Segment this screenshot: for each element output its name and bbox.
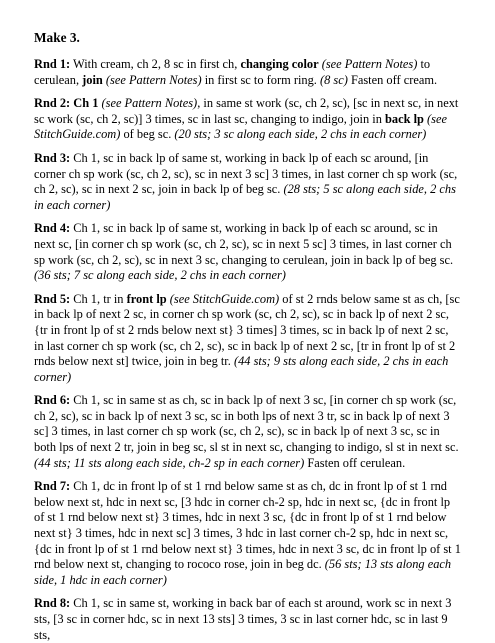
italic-note: (see Pattern Notes) — [101, 96, 198, 111]
instruction-text: , in same st work (sc, ch 2, sc), [sc in next sc, in next sc work (sc, ch 2, sc)] 3 times, sc in last sc, changing to indigo, join in — [34, 96, 459, 126]
round-paragraph — [34, 221, 461, 283]
pattern-rounds — [34, 57, 461, 643]
italic-note: (56 sts; 13 sts along each side, 1 hdc in each corner) — [34, 557, 452, 587]
instruction-text: Ch 1, sc in back lp of same st, working in back lp of each sc around, sc in next sc, [in corner ch sp work (sc, ch 2, sc), sc in next 5 sc] 3 times, in last corner ch sp work (sc, ch 2, sc), sc in next 3 sc, changing to cerulean, join in back lp of beg sc. — [34, 221, 454, 267]
italic-note: (8 sc) — [319, 72, 348, 87]
round-label: Rnd 2: — [34, 96, 71, 111]
round-paragraph — [34, 292, 461, 386]
round-paragraph — [34, 151, 461, 213]
italic-note: (36 sts; 7 sc along each side, 2 chs in each corner) — [34, 268, 286, 283]
instruction-text: to cerulean, — [34, 57, 431, 87]
instruction-text: in first sc to form ring. — [201, 72, 320, 87]
instruction-text: Ch 1, sc in back lp of same st, working in back lp of each sc around, [in corner ch sp work (sc, ch 2, sc), sc in next 3 sc] 3 times, in last corner ch sp work (sc, ch 2, sc), sc in next 2 sc, join in back lp of beg sc. — [34, 150, 458, 197]
round-label: Rnd 3: — [34, 150, 71, 165]
round-label: Rnd 6: — [34, 393, 71, 408]
bold-term: front lp — [126, 291, 167, 306]
instruction-text: Ch 1, tr in — [70, 291, 127, 306]
instruction-text: of beg sc. — [120, 127, 175, 142]
instruction-text: Ch 1, sc in same st as ch, sc in back lp of next 3 sc, [in corner ch sp work (sc, ch 2, sc), sc in back lp of next 3 sc, sc in both lps of next 3 tr, sc in back lp of next 3 sc] 3 times, in last corner ch sp work (sc, ch 2, sc), sc in back lp of next 3 sc, sc in both lps of next 2 tr, join in beg sc, sl st in next sc, changing to indigo, sl st in next sc. — [34, 393, 459, 455]
round-paragraph — [34, 393, 461, 471]
italic-note: (28 sts; 5 sc along each side, 2 chs in each corner) — [34, 182, 456, 212]
round-paragraph — [34, 479, 461, 588]
round-paragraph — [34, 596, 461, 643]
round-label: Rnd 8: — [34, 596, 71, 611]
italic-note: (44 sts; 11 sts along each side, ch-2 sp in each corner) — [34, 455, 305, 470]
italic-note: (see Pattern Notes) — [105, 72, 202, 87]
italic-note: (see Pattern Notes) — [321, 57, 418, 71]
instruction-text: Ch 1, dc in front lp of st 1 rnd below same st as ch, dc in front lp of st 1 rnd below next st, hdc in next sc, [3 hdc in corner ch-2 sp, hdc in next sc, {dc in front lp of st 1 rnd below next st} 3 times, hdc in next 3 sc, {dc in front lp of st 1 rnd below next st} 3 times, hdc in next sc] 3 times, 3 hdc in last corner ch-2 sp, hdc in next sc, {dc in front lp of st 1 rnd below next st} 3 times, hdc in next 3 sc, dc in front lp of st 1 rnd below next st, changing to rococo rose, join in beg dc. — [34, 479, 461, 572]
italic-note: (see StitchGuide.com) — [169, 291, 280, 306]
instruction-text: Fasten off cream. — [347, 72, 438, 87]
round-label: Rnd 5: — [34, 291, 71, 306]
italic-note: (20 sts; 3 sc along each side, 2 chs in each corner) — [174, 127, 427, 142]
italic-note: (44 sts; 9 sts along each side, 2 chs in each corner) — [34, 354, 449, 384]
round-label: Rnd 1: — [34, 57, 71, 71]
section-heading: Make 3. — [34, 30, 80, 45]
bold-term: join — [82, 72, 103, 87]
instruction-text: of st 2 rnds below same st as ch, [sc in back lp of next 2 sc, in corner ch sp work (sc, ch 2, sc), sc in back lp of next 2 sc, {tr in front lp of st 2 rnds below next st} 3 times] 3 times, sc in back lp of next 2 sc, in last corner ch sp work (sc, ch 2, sc), sc in back lp of next 2 sc, [tr in front lp of st 2 rnds below next st] twice, join in beg tr. — [34, 291, 460, 369]
bold-term: back lp — [385, 111, 424, 126]
bold-term: changing color — [240, 57, 319, 71]
instruction-text: Fasten off cerulean. — [304, 455, 406, 470]
instruction-text: Ch 1, sc in same st, working in back bar of each st around, work sc in next 3 sts, [3 sc in corner hdc, sc in next 13 sts] 3 times, 3 sc in last corner hdc, sc in last 9 sts, — [34, 596, 452, 642]
bold-term: Ch 1 — [73, 96, 99, 111]
round-paragraph — [34, 96, 461, 143]
round-label: Rnd 4: — [34, 221, 71, 236]
italic-note: (see StitchGuide.com) — [34, 111, 447, 142]
instruction-text: With cream, ch 2, 8 sc in first ch, — [70, 57, 241, 71]
round-paragraph — [34, 57, 461, 88]
round-label: Rnd 7: — [34, 479, 71, 494]
